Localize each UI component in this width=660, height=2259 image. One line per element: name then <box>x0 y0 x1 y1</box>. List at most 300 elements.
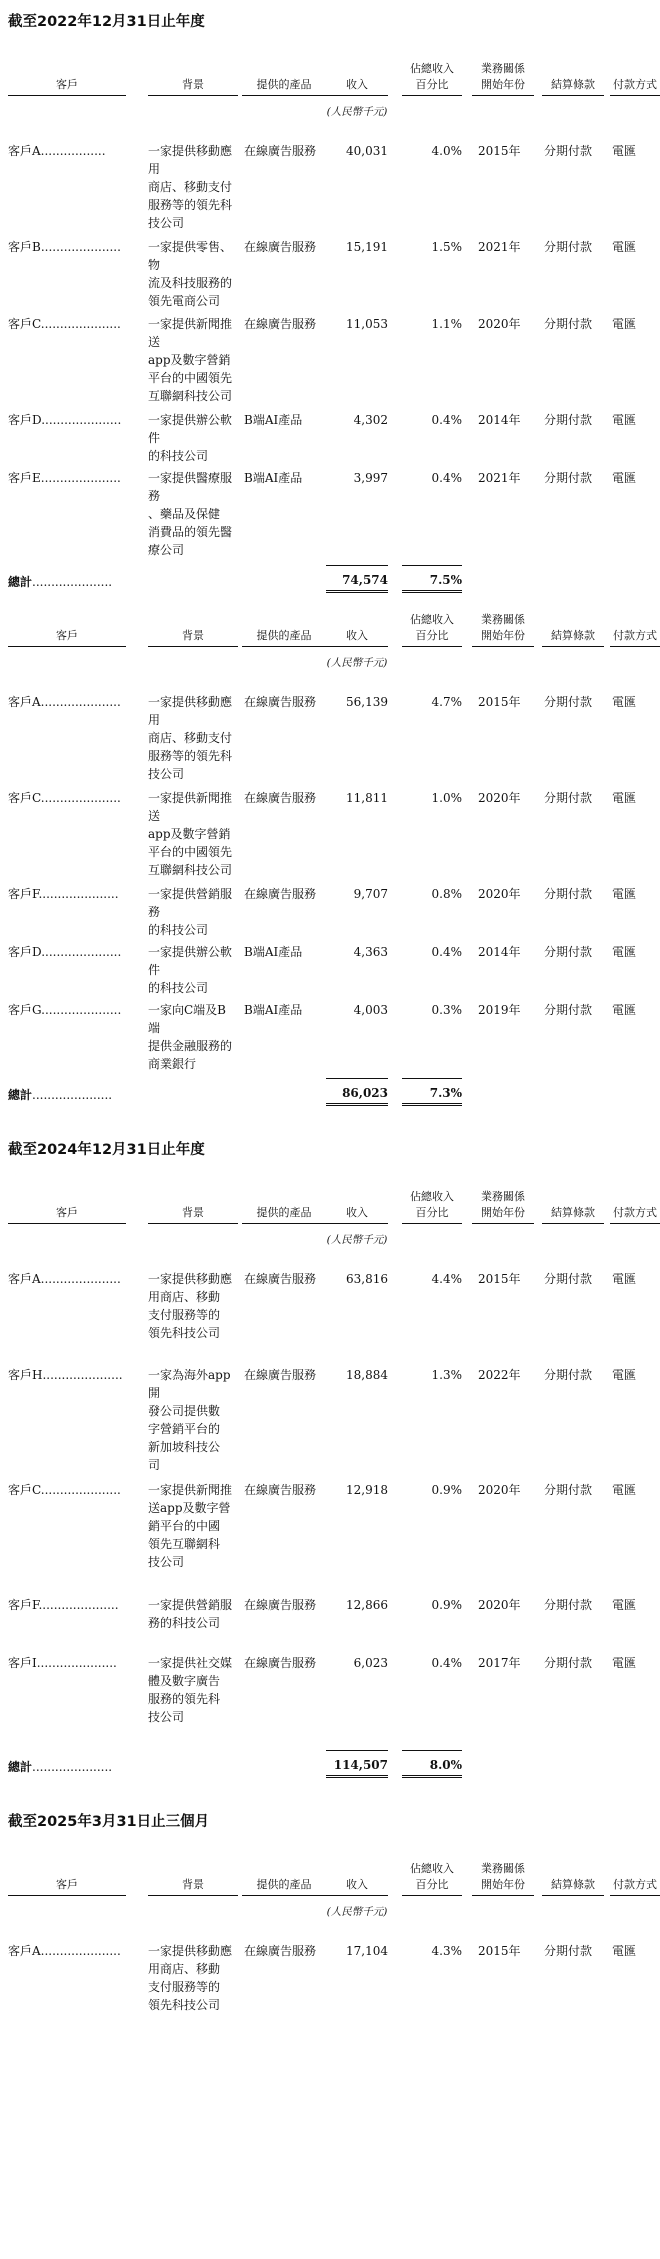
header-percentage <box>402 1861 462 1896</box>
header-percentage <box>402 1189 462 1224</box>
revenue-percentage: 1.3% <box>431 1368 462 1382</box>
payment-method: 電匯 <box>612 1656 637 1670</box>
customer-name: 客戶F..................... <box>8 1598 119 1612</box>
background-line: 商店、移動支付 <box>148 731 233 745</box>
product-offered: B端AI產品 <box>244 945 303 959</box>
unit-text: (人民幣千元) <box>326 106 388 118</box>
total-row <box>8 565 660 599</box>
header-background <box>148 1205 238 1224</box>
header-percentage <box>402 61 462 96</box>
background-line: 、藥品及保健 <box>148 507 221 521</box>
header-percentage-text <box>402 612 462 647</box>
header-start-year-text <box>472 1189 534 1224</box>
header-payment-method-line: 付款方式 <box>613 629 657 642</box>
section-1 <box>8 603 660 1134</box>
relationship-start-year: 2020年 <box>478 1483 521 1497</box>
header-revenue-text <box>326 77 388 96</box>
background-line: 一家提供新聞推送 <box>148 791 233 823</box>
relationship-start-year: 2015年 <box>478 1272 521 1286</box>
revenue-value: 15,191 <box>346 240 388 254</box>
product-offered: 在線廣告服務 <box>244 695 317 709</box>
background-line: 技公司 <box>148 216 185 230</box>
payment-method: 電匯 <box>612 1003 637 1017</box>
header-revenue <box>326 1877 388 1896</box>
header-revenue <box>326 1205 388 1224</box>
table-header <box>8 603 660 651</box>
relationship-start-year: 2015年 <box>478 1944 521 1958</box>
table-row <box>8 1270 660 1366</box>
total-label-text: 總計 <box>8 575 33 589</box>
header-products-text <box>242 1205 326 1224</box>
product-offered: 在線廣告服務 <box>244 240 317 254</box>
product-offered: 在線廣告服務 <box>244 791 317 805</box>
spacer <box>8 675 660 693</box>
table-row <box>8 411 660 469</box>
header-revenue-text <box>326 1205 388 1224</box>
total-label-text: 總計 <box>8 1760 33 1774</box>
relationship-start-year: 2014年 <box>478 413 521 427</box>
header-products-line: 提供的產品 <box>256 629 312 642</box>
credit-terms: 分期付款 <box>544 317 593 331</box>
customer-name: 客戶C..................... <box>8 317 121 331</box>
customer-name: 客戶B..................... <box>8 240 121 254</box>
revenue-value: 11,811 <box>346 791 388 805</box>
credit-terms: 分期付款 <box>544 1598 593 1612</box>
header-credit-terms-line: 結算條款 <box>551 78 595 91</box>
customer-name: 客戶I..................... <box>8 1656 117 1670</box>
relationship-start-year: 2020年 <box>478 317 521 331</box>
revenue-value: 18,884 <box>346 1368 388 1382</box>
revenue-value: 3,997 <box>353 471 388 485</box>
background-line: 商店、移動支付 <box>148 180 233 194</box>
table-row <box>8 1366 660 1481</box>
header-customer <box>8 77 126 96</box>
relationship-start-year: 2017年 <box>478 1656 521 1670</box>
spacer <box>8 124 660 142</box>
header-revenue-line: 收入 <box>346 78 368 91</box>
table-row <box>8 1596 660 1654</box>
credit-terms: 分期付款 <box>544 887 593 901</box>
header-percentage-line: 佔總收入 <box>410 1862 454 1875</box>
table-row <box>8 315 660 411</box>
customer-background <box>148 1366 236 1474</box>
background-line: 務的科技公司 <box>148 1616 221 1630</box>
background-line: 平台的中國領先 <box>148 845 233 859</box>
table-header <box>8 1180 660 1228</box>
table-row <box>8 789 660 885</box>
background-line: 一家提供移動應 <box>148 1272 233 1286</box>
revenue-value: 6,023 <box>353 1656 388 1670</box>
header-customer-text <box>8 1877 126 1896</box>
product-offered: B端AI產品 <box>244 413 303 427</box>
credit-terms: 分期付款 <box>544 240 593 254</box>
table-header <box>8 1852 660 1900</box>
background-line: 一家提供營銷服 <box>148 1598 233 1612</box>
customer-background <box>148 1481 236 1571</box>
product-offered: 在線廣告服務 <box>244 887 317 901</box>
table-row <box>8 885 660 943</box>
background-line: 提供金融服務的 <box>148 1039 233 1053</box>
section-0 <box>8 10 660 603</box>
background-line: 的科技公司 <box>148 923 209 937</box>
header-percentage-line: 百分比 <box>415 629 449 642</box>
background-line: 一家提供新聞推 <box>148 1483 233 1497</box>
header-payment-method <box>610 1205 660 1224</box>
payment-method: 電匯 <box>612 945 637 959</box>
header-percentage <box>402 612 462 647</box>
table-row <box>8 1001 660 1078</box>
header-customer-text <box>8 1205 126 1224</box>
customer-name: 客戶D..................... <box>8 945 122 959</box>
revenue-value: 40,031 <box>346 144 388 158</box>
section-title: 截至2025年3月31日止三個月 <box>8 1814 210 1830</box>
credit-terms: 分期付款 <box>544 144 593 158</box>
relationship-start-year: 2021年 <box>478 240 521 254</box>
customer-name: 客戶A..................... <box>8 1944 121 1958</box>
customer-name: 客戶H..................... <box>8 1368 123 1382</box>
spacer <box>8 1924 660 1942</box>
background-line: 一家為海外app開 <box>148 1368 231 1400</box>
header-credit-terms-line: 結算條款 <box>551 1878 595 1891</box>
background-line: 一家提供零售、物 <box>148 240 233 272</box>
revenue-value: 17,104 <box>346 1944 388 1958</box>
header-customer-line: 客戶 <box>56 78 78 91</box>
header-background <box>148 77 238 96</box>
customer-name: 客戶C..................... <box>8 1483 121 1497</box>
background-line: 療公司 <box>148 543 185 557</box>
unit-label <box>8 1228 660 1252</box>
table-row <box>8 142 660 238</box>
background-line: 領先互聯網科 <box>148 1537 221 1551</box>
background-line: 一家提供營銷服務 <box>148 887 233 919</box>
payment-method: 電匯 <box>612 471 637 485</box>
background-line: 互聯網科技公司 <box>148 863 233 877</box>
header-start-year <box>472 1861 534 1896</box>
section-title: 截至2022年12月31日止年度 <box>8 14 205 30</box>
header-background-text <box>148 628 238 647</box>
relationship-start-year: 2020年 <box>478 887 521 901</box>
relationship-start-year: 2020年 <box>478 791 521 805</box>
header-payment-method-text <box>610 1877 660 1896</box>
customer-background <box>148 1596 236 1632</box>
total-percentage: 7.3% <box>402 1078 462 1106</box>
product-offered: 在線廣告服務 <box>244 1656 317 1670</box>
relationship-start-year: 2014年 <box>478 945 521 959</box>
header-customer-text <box>8 628 126 647</box>
product-offered: 在線廣告服務 <box>244 1368 317 1382</box>
revenue-value: 11,053 <box>346 317 388 331</box>
customer-name: 客戶G..................... <box>8 1003 122 1017</box>
background-line: 流及科技服務的 <box>148 276 233 290</box>
credit-terms: 分期付款 <box>544 1483 593 1497</box>
customer-name: 客戶A..................... <box>8 1272 121 1286</box>
total-leader-dots: ..................... <box>32 1088 113 1102</box>
total-label <box>8 573 112 590</box>
background-line: 一家提供移動應用 <box>148 144 233 176</box>
header-start-year <box>472 1189 534 1224</box>
header-start-year <box>472 61 534 96</box>
payment-method: 電匯 <box>612 1272 637 1286</box>
section-2 <box>8 1138 660 1806</box>
header-customer-line: 客戶 <box>56 629 78 642</box>
header-products-line: 提供的產品 <box>256 78 312 91</box>
customer-name: 客戶A................. <box>8 144 106 158</box>
credit-terms: 分期付款 <box>544 695 593 709</box>
credit-terms: 分期付款 <box>544 413 593 427</box>
header-credit-terms-text <box>542 1877 604 1896</box>
payment-method: 電匯 <box>612 144 637 158</box>
section-gap <box>8 1112 660 1134</box>
header-start-year-line: 開始年份 <box>481 78 525 91</box>
header-background-text <box>148 1877 238 1896</box>
header-percentage-text <box>402 1189 462 1224</box>
header-percentage-text <box>402 61 462 96</box>
customer-background <box>148 885 236 939</box>
background-line: 平台的中國領先 <box>148 371 233 385</box>
background-line: 服務等的領先科 <box>148 198 233 212</box>
header-percentage-line: 佔總收入 <box>410 1190 454 1203</box>
customer-background <box>148 411 236 465</box>
header-credit-terms-text <box>542 628 604 647</box>
background-line: 的科技公司 <box>148 981 209 995</box>
relationship-start-year: 2020年 <box>478 1598 521 1612</box>
background-line: 一家提供移動應 <box>148 1944 233 1958</box>
header-payment-method-text <box>610 77 660 96</box>
background-line: 服務等的領先科 <box>148 749 233 763</box>
header-revenue-line: 收入 <box>346 629 368 642</box>
total-label-text: 總計 <box>8 1088 33 1102</box>
background-line: 技公司 <box>148 767 185 781</box>
revenue-percentage: 4.7% <box>431 695 462 709</box>
table-header <box>8 52 660 100</box>
header-revenue-text <box>326 1877 388 1896</box>
revenue-value: 4,003 <box>353 1003 388 1017</box>
header-background-text <box>148 77 238 96</box>
background-line: 一家提供辦公軟件 <box>148 945 233 977</box>
credit-terms: 分期付款 <box>544 1656 593 1670</box>
background-line: app及數字營銷 <box>148 353 231 367</box>
header-start-year-line: 開始年份 <box>481 629 525 642</box>
customer-background <box>148 238 236 310</box>
unit-label <box>8 651 660 675</box>
header-products-line: 提供的產品 <box>256 1206 312 1219</box>
total-percentage: 8.0% <box>402 1750 462 1778</box>
spacer <box>8 1252 660 1270</box>
header-background-line: 背景 <box>182 1878 204 1891</box>
background-line: 互聯網科技公司 <box>148 389 233 403</box>
revenue-percentage: 1.5% <box>431 240 462 254</box>
background-line: 支付服務等的 <box>148 1980 221 1994</box>
customer-background <box>148 1654 236 1726</box>
total-revenue: 114,507 <box>326 1750 388 1778</box>
revenue-value: 9,707 <box>353 887 388 901</box>
header-background-line: 背景 <box>182 1206 204 1219</box>
customer-background <box>148 142 236 232</box>
table-row <box>8 1481 660 1596</box>
header-start-year-line: 業務關係 <box>481 1190 525 1203</box>
header-revenue <box>326 628 388 647</box>
payment-method: 電匯 <box>612 1944 637 1958</box>
header-background <box>148 628 238 647</box>
product-offered: 在線廣告服務 <box>244 1272 317 1286</box>
customer-background <box>148 1942 236 2014</box>
total-percentage: 7.5% <box>402 565 462 593</box>
revenue-value: 56,139 <box>346 695 388 709</box>
payment-method: 電匯 <box>612 240 637 254</box>
revenue-percentage: 1.1% <box>431 317 462 331</box>
header-background-line: 背景 <box>182 78 204 91</box>
header-background-line: 背景 <box>182 629 204 642</box>
header-credit-terms-text <box>542 1205 604 1224</box>
background-line: 銷平台的中國 <box>148 1519 221 1533</box>
section-gap <box>8 1784 660 1806</box>
background-line: 用商店、移動 <box>148 1290 221 1304</box>
payment-method: 電匯 <box>612 887 637 901</box>
customer-background <box>148 1001 236 1073</box>
header-percentage-text <box>402 1861 462 1896</box>
revenue-percentage: 0.4% <box>431 1656 462 1670</box>
table-row <box>8 469 660 565</box>
payment-method: 電匯 <box>612 413 637 427</box>
header-credit-terms-text <box>542 77 604 96</box>
header-start-year-text <box>472 1861 534 1896</box>
unit-label <box>8 100 660 124</box>
payment-method: 電匯 <box>612 695 637 709</box>
customer-background <box>148 469 236 559</box>
background-line: 體及數字廣告 <box>148 1674 221 1688</box>
credit-terms: 分期付款 <box>544 1944 593 1958</box>
revenue-percentage: 0.9% <box>431 1483 462 1497</box>
customer-name: 客戶F..................... <box>8 887 119 901</box>
customer-background <box>148 943 236 997</box>
section-title: 截至2024年12月31日止年度 <box>8 1142 205 1158</box>
header-customer <box>8 628 126 647</box>
background-line: 領先電商公司 <box>148 294 221 308</box>
background-line: 服務的領先科 <box>148 1692 221 1706</box>
header-products <box>242 1877 326 1896</box>
header-credit-terms <box>542 628 604 647</box>
header-credit-terms <box>542 1877 604 1896</box>
payment-method: 電匯 <box>612 1368 637 1382</box>
table-row <box>8 238 660 315</box>
relationship-start-year: 2021年 <box>478 471 521 485</box>
header-payment-method-line: 付款方式 <box>613 1206 657 1219</box>
revenue-percentage: 4.0% <box>431 144 462 158</box>
credit-terms: 分期付款 <box>544 471 593 485</box>
total-row <box>8 1750 660 1784</box>
payment-method: 電匯 <box>612 1483 637 1497</box>
header-background-text <box>148 1205 238 1224</box>
header-payment-method <box>610 628 660 647</box>
unit-text: (人民幣千元) <box>326 657 388 669</box>
total-row <box>8 1078 660 1112</box>
product-offered: 在線廣告服務 <box>244 1598 317 1612</box>
background-line: 技公司 <box>148 1555 185 1569</box>
background-line: 一家提供新聞推送 <box>148 317 233 349</box>
revenue-value: 63,816 <box>346 1272 388 1286</box>
total-revenue: 74,574 <box>326 565 388 593</box>
table-row <box>8 943 660 1001</box>
revenue-value: 12,866 <box>346 1598 388 1612</box>
relationship-start-year: 2015年 <box>478 144 521 158</box>
payment-method: 電匯 <box>612 791 637 805</box>
header-percentage-line: 佔總收入 <box>410 62 454 75</box>
relationship-start-year: 2019年 <box>478 1003 521 1017</box>
product-offered: 在線廣告服務 <box>244 317 317 331</box>
credit-terms: 分期付款 <box>544 791 593 805</box>
header-revenue-line: 收入 <box>346 1206 368 1219</box>
header-background <box>148 1877 238 1896</box>
header-credit-terms-line: 結算條款 <box>551 629 595 642</box>
background-line: 消費品的領先醫 <box>148 525 233 539</box>
table-row <box>8 1942 660 2038</box>
background-line: 新加坡科技公 <box>148 1440 221 1454</box>
header-start-year-line: 業務關係 <box>481 62 525 75</box>
product-offered: 在線廣告服務 <box>244 1944 317 1958</box>
header-start-year-text <box>472 612 534 647</box>
header-start-year-line: 業務關係 <box>481 1862 525 1875</box>
total-leader-dots: ..................... <box>32 1760 113 1774</box>
revenue-percentage: 0.4% <box>431 945 462 959</box>
header-percentage-line: 百分比 <box>415 1878 449 1891</box>
revenue-percentage: 0.4% <box>431 471 462 485</box>
background-line: 支付服務等的 <box>148 1308 221 1322</box>
product-offered: 在線廣告服務 <box>244 1483 317 1497</box>
unit-label <box>8 1900 660 1924</box>
background-line: 送app及數字營 <box>148 1501 231 1515</box>
header-start-year-line: 開始年份 <box>481 1206 525 1219</box>
header-start-year-text <box>472 61 534 96</box>
header-revenue-line: 收入 <box>346 1878 368 1891</box>
table-row <box>8 693 660 789</box>
background-line: 商業銀行 <box>148 1057 197 1071</box>
background-line: 一家提供辦公軟件 <box>148 413 233 445</box>
customer-background <box>148 1270 236 1342</box>
unit-text: (人民幣千元) <box>326 1234 388 1246</box>
total-label <box>8 1086 112 1103</box>
relationship-start-year: 2022年 <box>478 1368 521 1382</box>
credit-terms: 分期付款 <box>544 1003 593 1017</box>
header-payment-method-line: 付款方式 <box>613 78 657 91</box>
header-products <box>242 1205 326 1224</box>
customer-background <box>148 315 236 405</box>
header-products <box>242 77 326 96</box>
background-line: 發公司提供數 <box>148 1404 221 1418</box>
background-line: 一家提供移動應用 <box>148 695 233 727</box>
customer-name: 客戶E..................... <box>8 471 121 485</box>
background-line: 司 <box>148 1458 161 1472</box>
background-line: 領先科技公司 <box>148 1998 221 2012</box>
payment-method: 電匯 <box>612 1598 637 1612</box>
header-start-year <box>472 612 534 647</box>
header-products-text <box>242 77 326 96</box>
header-customer-text <box>8 77 126 96</box>
total-label <box>8 1758 112 1775</box>
revenue-value: 4,302 <box>353 413 388 427</box>
revenue-percentage: 4.3% <box>431 1944 462 1958</box>
customer-name: 客戶D..................... <box>8 413 122 427</box>
revenue-percentage: 1.0% <box>431 791 462 805</box>
header-start-year-line: 業務關係 <box>481 613 525 626</box>
revenue-value: 4,363 <box>353 945 388 959</box>
header-products-text <box>242 628 326 647</box>
revenue-percentage: 0.9% <box>431 1598 462 1612</box>
product-offered: 在線廣告服務 <box>244 144 317 158</box>
background-line: 一家向C端及B端 <box>148 1003 227 1035</box>
background-line: 的科技公司 <box>148 449 209 463</box>
section-3 <box>8 1810 660 2038</box>
total-leader-dots: ..................... <box>32 575 113 589</box>
